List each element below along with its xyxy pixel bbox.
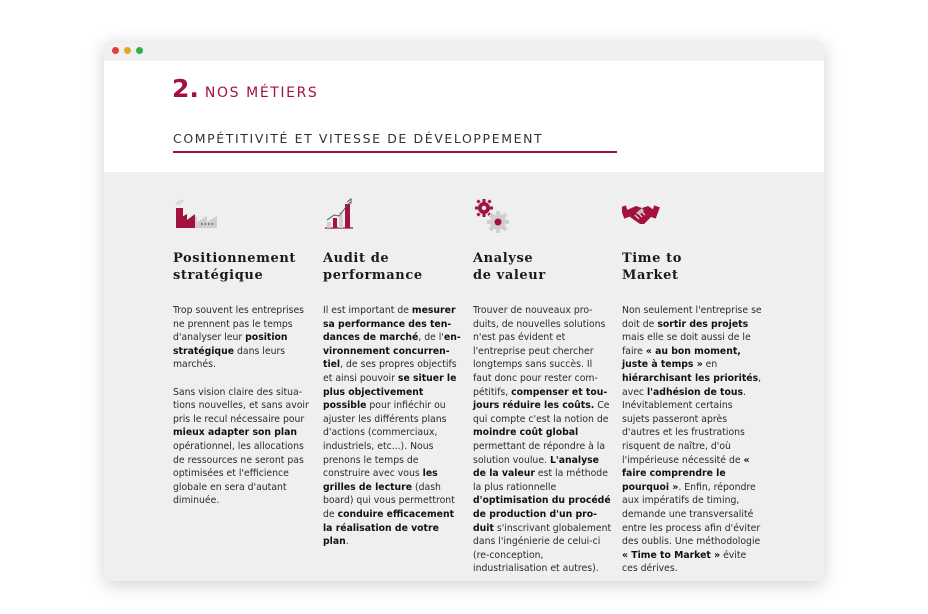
service-description (473, 304, 613, 581)
body-text: , de ses propres objectifs et ainsi pouvoir (323, 359, 457, 384)
description-paragraph (323, 304, 463, 549)
emphasis-text: compenser et toujours réduire les coûts. (473, 386, 608, 412)
emphasis-text: L'analyse de la valeur (473, 454, 599, 480)
body-text: Ce qui compte c'est la notion de (473, 400, 610, 425)
emphasis-text: environnement concurrentiel (323, 332, 461, 371)
body-text: Il est important de (323, 305, 412, 316)
emphasis-text: « faire comprendre le pourquoi » (622, 454, 750, 493)
service-heading: Time to Market (622, 251, 683, 283)
body-text: s'inscrivant globalement dans l'ingénierie de celui-ci (re-conception, industrialisation et autres). (473, 522, 612, 575)
description-paragraph (173, 386, 313, 508)
emphasis-text: se situer le plus objectivement possible (323, 372, 457, 412)
section-subtitle: COMPÉTITIVITÉ ET VITESSE DE DÉVELOPPEMENT (173, 131, 544, 146)
emphasis-text: hiérarchisant les priorités (622, 372, 759, 384)
services-panel (104, 172, 824, 581)
service-heading: Positionnement stratégique (173, 251, 297, 283)
browser-window (104, 41, 824, 581)
body-text: évite ces dérives. (622, 549, 747, 575)
factory-icon (173, 196, 221, 236)
body-text: . Inévitablement certains sujets passeront après d'autres et les frustrations risquent de naître, d'où l'impérieuse nécessité de (622, 386, 746, 466)
emphasis-text: moindre coût global (473, 427, 579, 439)
page-title (172, 74, 318, 108)
description-paragraph (173, 304, 313, 372)
body-text: (dash board) qui vous permettront de (323, 481, 455, 520)
description-paragraph (473, 304, 613, 576)
section-title: NOS MÉTIERS (204, 85, 319, 101)
description-paragraph (622, 304, 762, 576)
body-text: , avec (622, 372, 762, 398)
body-text: , de l' (418, 332, 444, 344)
service-description (622, 304, 762, 581)
service-description (173, 304, 313, 522)
emphasis-text: sortir des projets (657, 318, 749, 330)
service-heading: Analyse de valeur (473, 251, 546, 283)
service-heading: Audit de performance (323, 251, 423, 283)
emphasis-text: les grilles de lecture (323, 468, 438, 493)
growth-chart-icon (323, 196, 371, 236)
emphasis-text: mieux adapter son plan (173, 427, 297, 439)
body-text: est la méthode la plus rationnelle (473, 468, 608, 493)
body-text: . Enfin, répondre aux impératifs de timing, demande une transversalité entre les process afin d'éviter des oublis. Une méthodologie (622, 481, 761, 548)
body-text: opérationnel, les allocations de ressources ne seront pas optimisées et l'efficience globale en sera d'autant diminuée. (173, 440, 304, 507)
close-window-button[interactable] (112, 47, 119, 54)
body-text: permettant de répondre à la solution voulue. (473, 440, 606, 466)
emphasis-text: mesurer sa performance des tendances de marché (323, 305, 456, 344)
body-text: Sans vision claire des situations nouvelles, et sans avoir pris le recul nécessaire pour (173, 386, 309, 425)
body-text: Non seulement l'entreprise se doit de (622, 305, 762, 330)
window-titlebar (104, 41, 824, 62)
body-text: pour infiéchir ou ajuster les différents plans d'actions (commerciaux, industriels, etc...). Nous prenons le temps de construire avec vous (323, 400, 447, 480)
body-text: dans leurs marchés. (173, 345, 286, 371)
service-description (323, 304, 463, 562)
body-text: mais elle se doit aussi de le faire (622, 332, 751, 357)
emphasis-text: d'optimisation du procédé de production d'un produit (473, 495, 611, 534)
maximize-window-button[interactable] (136, 47, 143, 54)
body-text: . (345, 536, 349, 548)
section-number: 2. (172, 74, 199, 103)
body-text: Trouver de nouveaux produits, de nouvelles solutions n'est pas évident et l'entreprise peut chercher longtemps sans succès. Il faut donc pour rester compétitifs, (473, 305, 606, 398)
emphasis-text: « Time to Market » (622, 549, 721, 561)
subtitle-underline (173, 151, 617, 153)
emphasis-text: position stratégique (173, 332, 288, 357)
minimize-window-button[interactable] (124, 47, 131, 54)
gears-icon (473, 196, 521, 236)
handshake-icon (622, 196, 670, 236)
page-header (104, 61, 824, 171)
emphasis-text: l'adhésion de tous (647, 386, 744, 398)
emphasis-text: conduire efficacement la réalisation de votre plan (323, 508, 455, 548)
body-text: Trop souvent les entreprises ne prennent pas le temps d'analyser leur (173, 305, 305, 344)
body-text: en (702, 359, 718, 371)
emphasis-text: « au bon moment, juste à temps » (622, 345, 741, 371)
